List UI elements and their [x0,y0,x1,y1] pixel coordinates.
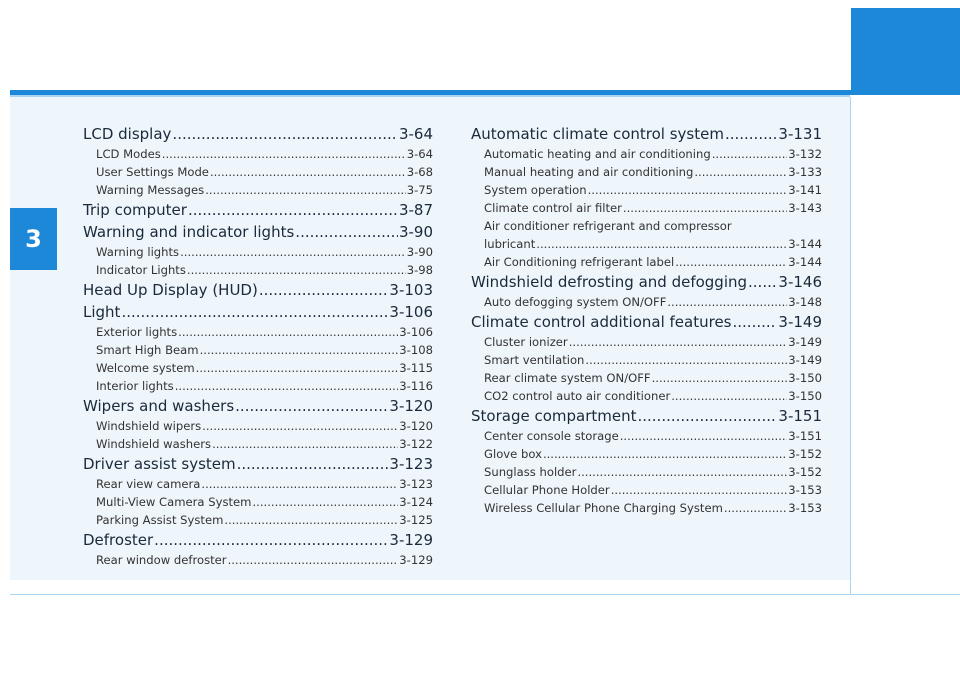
toc-right-column [471,123,822,517]
toc-subsection-title: Warning lights [96,245,180,259]
toc-subsection-page: 3-115 [399,361,433,375]
side-line [850,97,851,595]
dot-leader [694,163,787,181]
toc-subsection-page: 3-98 [406,263,433,277]
toc-subsection-page: 3-90 [406,245,433,259]
toc-subsection-title: Climate control air filter [484,201,622,215]
toc-section-title: Storage compartment [471,407,637,425]
toc-subsection-title: Air conditioner refrigerant and compressor [484,219,732,233]
toc-subsection-page: 3-116 [399,379,433,393]
dot-leader [543,445,787,463]
toc-section-title: Warning and indicator lights [83,223,295,241]
toc-subsection[interactable] [83,359,433,377]
toc-subsection-title: Manual heating and air conditioning [484,165,694,179]
dot-leader [620,427,788,445]
toc-subsection-title: User Settings Mode [96,165,209,179]
toc-subsection-title: Smart ventilation [484,353,585,367]
toc-section-title: Head Up Display (HUD) [83,281,258,299]
dot-leader [611,481,788,499]
toc-section-page: 3-129 [389,531,433,549]
toc-subsection[interactable] [83,435,433,453]
toc-subsection-title: lubricant [484,237,536,251]
dot-leader [154,530,388,551]
toc-subsection-page: 3-123 [399,477,433,491]
toc-section[interactable] [471,124,822,145]
toc-section[interactable] [83,530,433,551]
dot-leader [733,312,778,333]
toc-subsection-title: Cluster ionizer [484,335,568,349]
dot-leader [536,235,787,253]
toc-subsection[interactable] [471,351,822,369]
toc-section-page: 3-123 [389,455,433,473]
toc-subsection[interactable] [471,481,822,499]
dot-leader [172,124,398,145]
toc-subsection[interactable] [83,323,433,341]
dot-leader [585,351,787,369]
toc-subsection[interactable] [471,163,822,181]
dot-leader [121,302,388,323]
toc-subsection-title: Sunglass holder [484,465,577,479]
toc-subsection-title: CO2 control auto air conditioner [484,389,671,403]
dot-leader [237,454,389,475]
toc-subsection[interactable] [83,511,433,529]
toc-subsection[interactable] [83,493,433,511]
toc-section-page: 3-64 [398,125,433,143]
toc-subsection-page: 3-125 [399,513,433,527]
toc-subsection-title: Rear view camera [96,477,201,491]
toc-subsection-title: Exterior lights [96,325,178,339]
toc-section-page: 3-131 [778,125,822,143]
toc-section-page: 3-103 [389,281,433,299]
toc-left-column [83,123,433,569]
toc-subsection[interactable] [471,145,822,163]
toc-section[interactable] [83,396,433,417]
toc-subsection-title: Rear window defroster [96,553,227,567]
toc-subsection[interactable] [471,333,822,351]
toc-subsection-page: 3-150 [788,371,822,385]
dot-leader [569,333,788,351]
toc-subsection-page: 3-144 [788,237,822,251]
dot-leader [202,417,398,435]
toc-subsection-title: Multi-View Camera System [96,495,252,509]
toc-subsection[interactable] [471,445,822,463]
toc-section-title: Automatic climate control system [471,125,724,143]
dot-leader [712,145,788,163]
toc-section[interactable] [83,200,433,221]
toc-section-title: Wipers and washers [83,397,235,415]
toc-subsection-title: Smart High Beam [96,343,199,357]
toc-subsection[interactable] [471,293,822,311]
toc-subsection[interactable] [83,417,433,435]
toc-section-title: Light [83,303,121,321]
dot-leader [212,435,398,453]
dot-leader [224,511,398,529]
toc-section-page: 3-120 [389,397,433,415]
toc-subsection-title: Glove box [484,447,542,461]
toc-subsection-page: 3-149 [788,353,822,367]
toc-section-title: Defroster [83,531,154,549]
dot-leader [205,181,405,199]
toc-subsection[interactable] [471,217,822,235]
toc-subsection[interactable] [83,261,433,279]
toc-subsection-page: 3-122 [399,437,433,451]
dot-leader [588,181,788,199]
toc-subsection[interactable] [83,145,433,163]
toc-section-title: Driver assist system [83,455,236,473]
dot-leader [667,293,787,311]
toc-section-title: Climate control additional features [471,313,732,331]
toc-section[interactable] [83,454,433,475]
bottom-rule [10,594,960,595]
toc-subsection[interactable] [471,499,822,517]
toc-subsection-title: Auto defogging system ON/OFF [484,295,667,309]
toc-section[interactable] [83,280,433,301]
toc-subsection-page: 3-148 [788,295,822,309]
toc-subsection-title: Cellular Phone Holder [484,483,610,497]
dot-leader [178,323,398,341]
toc-subsection-page: 3-152 [788,447,822,461]
toc-section-page: 3-149 [778,313,822,331]
dot-leader [162,145,406,163]
toc-section-page: 3-87 [398,201,433,219]
toc-subsection-page: 3-153 [788,483,822,497]
dot-leader [188,200,398,221]
toc-subsection-title: Air Conditioning refrigerant label [484,255,675,269]
toc-subsection[interactable] [471,369,822,387]
dot-leader [259,280,389,301]
toc-subsection[interactable] [83,551,433,569]
toc-subsection-title: System operation [484,183,587,197]
toc-subsection[interactable] [471,387,822,405]
toc-section-page: 3-151 [778,407,822,425]
toc-section[interactable] [471,312,822,333]
toc-subsection-title: Welcome system [96,361,195,375]
dot-leader [175,377,399,395]
toc-section-title: Windshield defrosting and defogging [471,273,748,291]
toc-subsection-page: 3-153 [788,501,822,515]
toc-subsection-page: 3-75 [406,183,433,197]
dot-leader [675,253,787,271]
dot-leader [201,475,398,493]
toc-section-title: Trip computer [83,201,187,219]
toc-subsection-page: 3-64 [406,147,433,161]
toc-section[interactable] [471,406,822,427]
dot-leader [180,243,406,261]
dot-leader [724,499,787,517]
toc-subsection[interactable] [83,475,433,493]
toc-subsection[interactable] [471,181,822,199]
toc-subsection-page: 3-132 [788,147,822,161]
dot-leader [235,396,388,417]
toc-subsection-page: 3-68 [406,165,433,179]
dot-leader [200,341,399,359]
dot-leader [196,359,399,377]
dot-leader [295,222,398,243]
toc-section-page: 3-106 [389,303,433,321]
toc-subsection-page: 3-133 [788,165,822,179]
toc-section[interactable] [83,222,433,243]
toc-subsection-page: 3-150 [788,389,822,403]
toc-subsection-page: 3-124 [399,495,433,509]
dot-leader [671,387,787,405]
toc-section[interactable] [471,272,822,293]
toc-subsection-page: 3-120 [399,419,433,433]
dot-leader [252,493,398,511]
toc-subsection[interactable] [471,235,822,253]
toc-subsection-page: 3-106 [399,325,433,339]
toc-subsection-page: 3-149 [788,335,822,349]
dot-leader [748,272,777,293]
toc-subsection[interactable] [471,199,822,217]
toc-subsection-page: 3-108 [399,343,433,357]
toc-subsection-page: 3-151 [788,429,822,443]
toc-section[interactable] [83,302,433,323]
toc-subsection-title: Parking Assist System [96,513,224,527]
toc-subsection-page: 3-129 [399,553,433,567]
toc-subsection-page: 3-143 [788,201,822,215]
toc-subsection-page: 3-152 [788,465,822,479]
toc-subsection[interactable] [83,163,433,181]
toc-subsection-title: Wireless Cellular Phone Charging System [484,501,723,515]
toc-subsection-title: Warning Messages [96,183,205,197]
dot-leader [577,463,787,481]
toc-subsection-title: Automatic heating and air conditioning [484,147,711,161]
toc-subsection[interactable] [83,341,433,359]
toc-section-title: LCD display [83,125,172,143]
top-rule-light [10,95,850,97]
toc-subsection-title: Windshield wipers [96,419,202,433]
toc-subsection[interactable] [471,427,822,445]
toc-subsection-title: Indicator Lights [96,263,186,277]
toc-section[interactable] [83,124,433,145]
dot-leader [228,551,399,569]
toc-section-page: 3-146 [778,273,822,291]
toc-subsection-page: 3-141 [788,183,822,197]
toc-section-page: 3-90 [398,223,433,241]
dot-leader [623,199,787,217]
chapter-corner-block [851,8,960,92]
chapter-tab: 3 [10,208,57,270]
toc-subsection-page: 3-144 [788,255,822,269]
dot-leader [187,261,406,279]
toc-subsection-title: Windshield washers [96,437,212,451]
dot-leader [210,163,406,181]
toc-subsection[interactable] [83,181,433,199]
dot-leader [637,406,777,427]
dot-leader [652,369,788,387]
toc-subsection-title: Rear climate system ON/OFF [484,371,651,385]
toc-subsection-title: LCD Modes [96,147,161,161]
toc-subsection[interactable] [83,377,433,395]
toc-subsection-title: Center console storage [484,429,619,443]
dot-leader [725,124,777,145]
toc-subsection[interactable] [83,243,433,261]
toc-subsection[interactable] [471,253,822,271]
toc-subsection-title: Interior lights [96,379,174,393]
toc-subsection[interactable] [471,463,822,481]
